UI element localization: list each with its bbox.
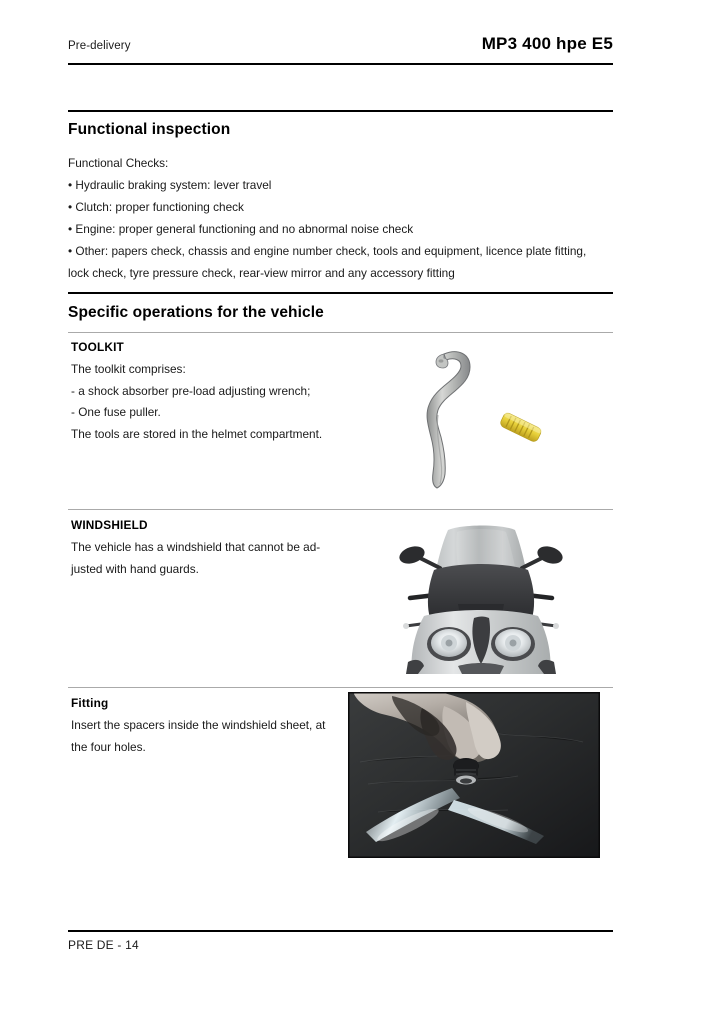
footer-rule: [68, 930, 613, 932]
header-left-label: Pre-delivery: [68, 40, 131, 52]
hook-wrench-icon: [408, 345, 498, 490]
spacer-insertion-photo: [348, 692, 600, 858]
subsection-heading-toolkit: TOOLKIT: [71, 340, 124, 354]
scooter-front-photo: [362, 522, 600, 678]
functional-bullet-3: • Engine: proper general functioning and no abnormal noise check: [68, 222, 414, 236]
subsection-heading-windshield: WINDSHIELD: [71, 518, 148, 532]
functional-bullet-4: • Other: papers check, chassis and engine number check, tools and equipment, licence plate fitting,: [68, 244, 587, 258]
toolkit-line-2: - a shock absorber pre-load adjusting wrench;: [71, 384, 311, 398]
scooter-front-illustration: [362, 522, 600, 678]
functional-bullet-2: • Clutch: proper functioning check: [68, 200, 244, 214]
fitting-line-2: the four holes.: [71, 740, 146, 754]
section-rule-specific-operations: [68, 292, 613, 294]
fitting-line-1: Insert the spacers inside the windshield sheet, at: [71, 718, 326, 732]
functional-bullet-1: • Hydraulic braking system: lever travel: [68, 178, 272, 192]
subsection-rule-fitting: [68, 687, 613, 688]
toolkit-line-3: - One fuse puller.: [71, 405, 161, 419]
section-rule-functional-inspection: [68, 110, 613, 112]
subsection-rule-windshield: [68, 509, 613, 510]
toolkit-line-4: The tools are stored in the helmet compartment.: [71, 427, 323, 441]
windshield-line-1: The vehicle has a windshield that cannot be ad-: [71, 540, 321, 554]
section-heading-specific-operations: Specific operations for the vehicle: [68, 304, 324, 321]
toolkit-photo: [400, 345, 580, 495]
header-rule: [68, 63, 613, 65]
functional-bullet-4-continued: lock check, tyre pressure check, rear-view mirror and any accessory fitting: [68, 266, 455, 280]
subsection-rule-toolkit: [68, 332, 613, 333]
section-heading-functional-inspection: Functional inspection: [68, 121, 231, 138]
header-right-title: MP3 400 hpe E5: [481, 34, 613, 53]
windshield-line-2: justed with hand guards.: [71, 562, 199, 576]
spacer-insertion-illustration: [348, 692, 600, 858]
page-header: [68, 34, 613, 54]
footer-page-label: PRE DE - 14: [68, 938, 139, 952]
subsection-heading-fitting: Fitting: [71, 696, 109, 710]
functional-checks-intro: Functional Checks:: [68, 156, 169, 170]
toolkit-line-1: The toolkit comprises:: [71, 362, 186, 376]
fuse-puller-icon: [495, 406, 548, 450]
